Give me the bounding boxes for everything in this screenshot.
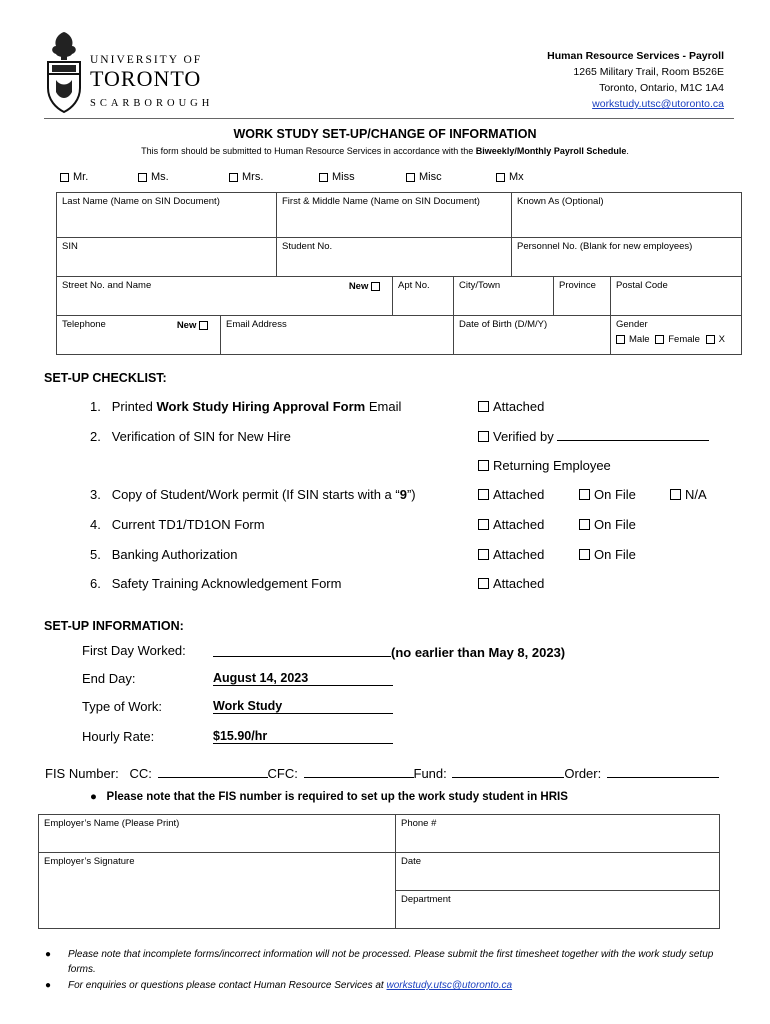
field-label: Employer’s Signature xyxy=(44,856,135,867)
setup-heading: SET-UP INFORMATION: xyxy=(44,619,184,633)
department-field[interactable] xyxy=(395,890,720,929)
crest-icon xyxy=(44,30,84,114)
bullet-icon: ● xyxy=(45,949,52,960)
field-label: Known As (Optional) xyxy=(517,196,604,207)
checkbox-icon[interactable] xyxy=(478,460,489,471)
hourly-rate-value[interactable]: $15.90/hr xyxy=(213,729,393,744)
checkbox-icon[interactable] xyxy=(478,401,489,412)
address-line-2: Toronto, Ontario, M1C 1A4 xyxy=(599,82,724,94)
field-label: Last Name (Name on SIN Document) xyxy=(62,196,220,207)
gender-x-label: X xyxy=(718,334,725,345)
student-no-field[interactable] xyxy=(276,237,512,277)
personnel-no-field[interactable] xyxy=(511,237,742,277)
on-file-label: On File xyxy=(594,547,636,562)
field-label: Student No. xyxy=(282,241,333,252)
telephone-field[interactable] xyxy=(56,315,221,355)
new-label: New xyxy=(348,281,369,292)
item-num: 2. xyxy=(90,429,101,444)
checkbox-icon[interactable] xyxy=(579,549,590,560)
item-text-end: Email xyxy=(365,399,402,414)
item-text: Current TD1/TD1ON Form xyxy=(111,517,265,532)
item-num: 5. xyxy=(90,547,101,562)
checklist-heading: SET-UP CHECKLIST: xyxy=(44,371,167,385)
checklist-item-3 xyxy=(90,487,416,502)
field-label: First & Middle Name (Name on SIN Document) xyxy=(282,196,480,207)
checkbox-female[interactable] xyxy=(655,335,664,344)
checkbox-icon[interactable] xyxy=(229,173,238,182)
logo-line-3: SCARBOROUGH xyxy=(90,98,214,109)
na-label: N/A xyxy=(685,487,707,502)
salutation-mx[interactable] xyxy=(496,171,524,183)
address-line-1: 1265 Military Trail, Room B526E xyxy=(573,66,724,78)
checkbox-icon[interactable] xyxy=(478,519,489,530)
email-address-field[interactable] xyxy=(220,315,454,355)
verified-by-line[interactable] xyxy=(557,429,709,441)
province-field[interactable] xyxy=(553,276,611,316)
bullet-icon: ● xyxy=(90,791,97,803)
checklist-item-2 xyxy=(90,429,291,444)
employer-name-field[interactable] xyxy=(38,814,396,853)
item-text: Verification of SIN for New Hire xyxy=(111,429,291,444)
checkbox-icon[interactable] xyxy=(670,489,681,500)
field-label: Personnel No. (Blank for new employees) xyxy=(517,241,693,252)
logo-line-2: TORONTO xyxy=(90,66,202,91)
date-field[interactable] xyxy=(395,852,720,891)
header-email-link[interactable]: workstudy.utsc@utoronto.ca xyxy=(592,98,724,110)
item6-attached[interactable] xyxy=(478,576,544,591)
checkbox-icon[interactable] xyxy=(319,173,328,182)
footer-note-2-text: For enquiries or questions please contact Human Resource Services at xyxy=(68,980,387,991)
item-num: 6. xyxy=(90,576,101,591)
field-label: Email Address xyxy=(226,319,287,330)
checkbox-icon[interactable] xyxy=(478,431,489,442)
field-label: Department xyxy=(401,894,451,905)
attached-label: Attached xyxy=(493,487,545,502)
item-num: 4. xyxy=(90,517,101,532)
field-label: Postal Code xyxy=(616,280,668,291)
checkbox-icon[interactable] xyxy=(371,282,380,291)
fis-fund-label: Fund: xyxy=(413,766,447,781)
verified-by-label: Verified by xyxy=(493,429,554,444)
item2-verified-by[interactable] xyxy=(478,429,709,444)
item5-on-file[interactable] xyxy=(579,547,636,562)
telephone-new-option[interactable] xyxy=(177,320,212,331)
street-new-option[interactable] xyxy=(349,281,384,292)
footer-note-2 xyxy=(45,980,735,991)
first-day-input[interactable] xyxy=(213,643,565,660)
field-label: Street No. and Name xyxy=(62,280,152,291)
subtitle-end: . xyxy=(626,146,629,156)
gender-female-label: Female xyxy=(668,334,700,345)
item4-on-file[interactable] xyxy=(579,517,636,532)
form-subtitle xyxy=(0,146,770,156)
field-label: Employer’s Name (Please Print) xyxy=(44,818,180,829)
checklist-item-6 xyxy=(90,576,341,591)
last-name-field[interactable] xyxy=(56,192,277,238)
salutation-label: Mr. xyxy=(73,171,89,183)
fis-order-input[interactable] xyxy=(607,766,719,778)
on-file-label: On File xyxy=(594,487,636,502)
field-label: Date xyxy=(401,856,422,867)
checkbox-icon[interactable] xyxy=(579,519,590,530)
university-logo xyxy=(44,30,224,114)
type-of-work-label: Type of Work: xyxy=(82,699,162,714)
form-title: WORK STUDY SET-UP/CHANGE OF INFORMATION xyxy=(233,127,537,141)
checkbox-male[interactable] xyxy=(616,335,625,344)
salutation-label: Mx xyxy=(509,171,524,183)
checkbox-icon[interactable] xyxy=(60,173,69,182)
item-bold: 9 xyxy=(399,487,407,502)
footer-note-1-text: Please note that incomplete forms/incorrect information will not be processed. Please submit the first timesheet together with the work study setup forms. xyxy=(68,949,714,975)
fis-cfc-label: CFC: xyxy=(267,766,298,781)
returning-label: Returning Employee xyxy=(493,458,611,473)
checkbox-icon[interactable] xyxy=(138,173,147,182)
new-label: New xyxy=(176,320,197,331)
logo-line-1: UNIVERSITY OF xyxy=(90,54,203,66)
employer-signature-field[interactable] xyxy=(38,852,396,929)
salutation-label: Mrs. xyxy=(242,171,264,183)
item-num: 3. xyxy=(90,487,101,502)
payroll-schedule-text: Biweekly/Monthly Payroll Schedule xyxy=(475,146,627,156)
item1-attached[interactable] xyxy=(478,399,544,414)
hourly-rate-label: Hourly Rate: xyxy=(82,729,155,744)
item-bold: Work Study Hiring Approval Form xyxy=(156,399,366,414)
item-text: Printed xyxy=(111,399,157,414)
end-day-label: End Day: xyxy=(82,671,136,686)
fis-cfc-input[interactable] xyxy=(304,766,414,778)
checkbox-icon[interactable] xyxy=(478,549,489,560)
attached-label: Attached xyxy=(493,399,545,414)
salutation-miss[interactable] xyxy=(319,171,355,183)
checklist-item-5 xyxy=(90,547,237,562)
field-label: Phone # xyxy=(401,818,437,829)
attached-label: Attached xyxy=(493,547,545,562)
item-text: Banking Authorization xyxy=(111,547,238,562)
item3-na[interactable] xyxy=(670,487,707,502)
checkbox-icon[interactable] xyxy=(199,321,208,330)
fis-note xyxy=(90,791,568,803)
salutation-misc[interactable] xyxy=(406,171,442,183)
salutation-ms[interactable] xyxy=(138,171,169,183)
known-as-field[interactable] xyxy=(511,192,742,238)
fis-label: FIS Number: xyxy=(45,766,119,781)
gender-field[interactable] xyxy=(610,315,742,355)
field-label: Gender xyxy=(616,319,648,330)
gender-male-label: Male xyxy=(629,334,650,345)
item-text: Safety Training Acknowledgement Form xyxy=(111,576,342,591)
fis-number-row xyxy=(45,766,719,781)
checkbox-icon[interactable] xyxy=(496,173,505,182)
fis-cc-input[interactable] xyxy=(158,766,268,778)
type-of-work-value[interactable]: Work Study xyxy=(213,699,393,714)
salutation-mr[interactable] xyxy=(60,171,88,183)
checkbox-x[interactable] xyxy=(706,335,715,344)
item4-attached[interactable] xyxy=(478,517,544,532)
fis-fund-input[interactable] xyxy=(452,766,564,778)
fis-order-label: Order: xyxy=(564,766,602,781)
first-day-label: First Day Worked: xyxy=(82,643,186,658)
first-day-note: (no earlier than May 8, 2023) xyxy=(391,645,566,660)
field-label: Province xyxy=(559,280,596,291)
field-label: SIN xyxy=(62,241,78,252)
field-label: Date of Birth (D/M/Y) xyxy=(459,319,548,330)
postal-code-field[interactable] xyxy=(610,276,742,316)
item3-on-file[interactable] xyxy=(579,487,636,502)
salutation-label: Ms. xyxy=(151,171,169,183)
office-address xyxy=(547,48,724,112)
salutation-label: Miss xyxy=(332,171,355,183)
item2-returning-employee[interactable] xyxy=(478,458,611,473)
salutation-label: Misc xyxy=(419,171,442,183)
fis-cc-label: CC: xyxy=(129,766,152,781)
checkbox-icon[interactable] xyxy=(579,489,590,500)
subtitle-text: This form should be submitted to Human Resource Services in accordance with the xyxy=(141,146,476,156)
checkbox-icon[interactable] xyxy=(478,578,489,589)
office-name: Human Resource Services - Payroll xyxy=(547,50,724,62)
date-of-birth-field[interactable] xyxy=(453,315,611,355)
field-label: Apt No. xyxy=(398,280,430,291)
sin-field[interactable] xyxy=(56,237,277,277)
attached-label: Attached xyxy=(493,517,545,532)
attached-label: Attached xyxy=(493,576,545,591)
first-middle-name-field[interactable] xyxy=(276,192,512,238)
phone-field[interactable] xyxy=(395,814,720,853)
city-field[interactable] xyxy=(453,276,554,316)
street-field[interactable] xyxy=(56,276,393,316)
checklist-item-1 xyxy=(90,399,401,414)
end-day-value[interactable]: August 14, 2023 xyxy=(213,671,393,686)
field-label: City/Town xyxy=(459,280,501,291)
item3-attached[interactable] xyxy=(478,487,544,502)
apt-no-field[interactable] xyxy=(392,276,454,316)
checkbox-icon[interactable] xyxy=(406,173,415,182)
item-text: Copy of Student/Work permit (If SIN starts with a “ xyxy=(111,487,400,502)
field-label: Telephone xyxy=(62,319,106,330)
on-file-label: On File xyxy=(594,517,636,532)
salutation-mrs[interactable] xyxy=(229,171,263,183)
first-day-line[interactable] xyxy=(213,643,391,657)
footer-note-1 xyxy=(45,947,735,977)
item-text-end: ”) xyxy=(406,487,416,502)
header-divider xyxy=(44,118,734,119)
item5-attached[interactable] xyxy=(478,547,544,562)
fis-note-text: Please note that the FIS number is required to set up the work study student in HRIS xyxy=(106,791,568,803)
checkbox-icon[interactable] xyxy=(478,489,489,500)
item-num: 1. xyxy=(90,399,101,414)
footer-email-link[interactable]: workstudy.utsc@utoronto.ca xyxy=(386,980,513,991)
bullet-icon: ● xyxy=(45,980,52,991)
checklist-item-4 xyxy=(90,517,265,532)
